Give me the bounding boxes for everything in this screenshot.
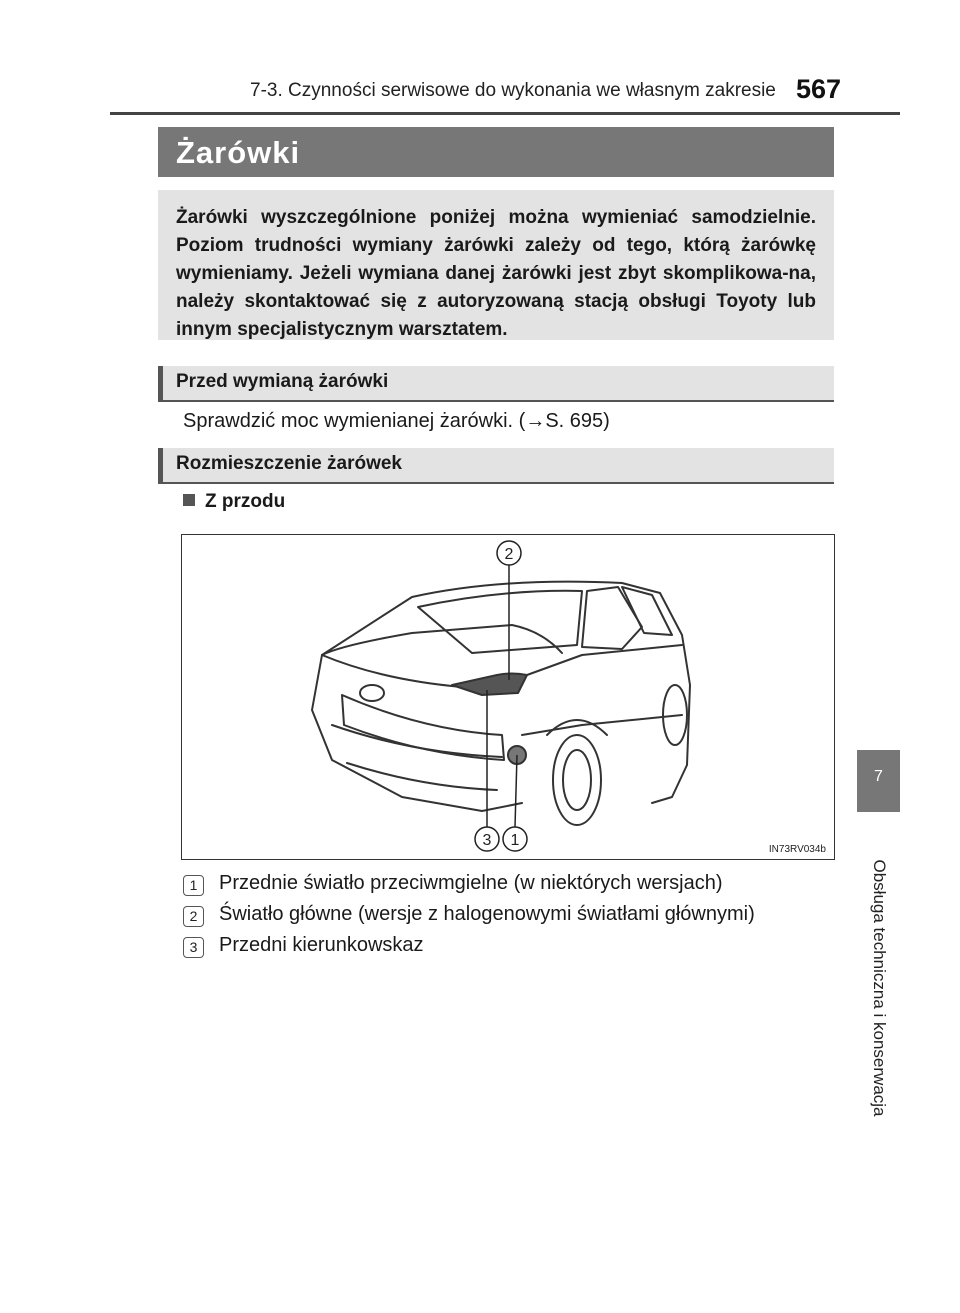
check-wattage-prefix: Sprawdzić moc wymienianej żarówki. ( [183,410,526,432]
page-reference-link[interactable]: S. 695) [545,410,610,432]
section-heading-label: Przed wymianą żarówki [176,371,389,392]
intro-box [158,190,834,340]
callout-1: 1 [510,832,520,849]
page-title: Żarówki [176,135,301,170]
check-wattage-text [183,410,610,433]
chapter-label: Obsługa techniczna i konserwacja [870,859,889,1117]
arrow-right-icon: → [525,410,546,432]
page-number: 567 [796,74,842,104]
subheading-front [183,491,285,513]
item-number-badge: 1 [183,875,204,896]
header-divider [110,112,900,115]
page-title-bar [158,127,834,177]
intro-text: Żarówki wyszczególnione poniżej można wymieniać samodzielnie. Poziom trudności wymiany żarówki zależy od tego, którą żarówkę wymieniamy. Jeżeli wymiana danej żarówki jest zbyt skomplikowa-na, należy skontaktować się z autoryzowaną stacją obsługi Toyoty lub innym specjalistycznym warsztatem. [176,207,816,340]
section-heading-before-replacement [158,366,834,402]
item-text: Światło główne (wersje z halogenowymi światłami głównymi) [219,903,755,925]
callout-3: 3 [482,832,492,849]
figure-id: IN73RV034b [768,844,826,855]
section-heading-label: Rozmieszczenie żarówek [176,453,402,474]
chapter-tab[interactable] [857,750,900,812]
item-text: Przedni kierunkowskaz [219,934,424,956]
section-heading-bulb-location [158,448,834,484]
item-number-badge: 3 [183,937,204,958]
front-bulbs-illustration [181,534,835,860]
square-bullet-icon [183,494,195,506]
chapter-number: 7 [874,768,883,785]
item-number-badge: 2 [183,906,204,927]
subheading-label: Z przodu [205,491,286,512]
item-text: Przednie światło przeciwmgielne (w niektórych wersjach) [219,872,723,894]
header-section-title: 7-3. Czynności serwisowe do wykonania we własnym zakresie [250,80,776,101]
car-front-illustration [182,535,834,859]
callout-2: 2 [504,546,514,563]
